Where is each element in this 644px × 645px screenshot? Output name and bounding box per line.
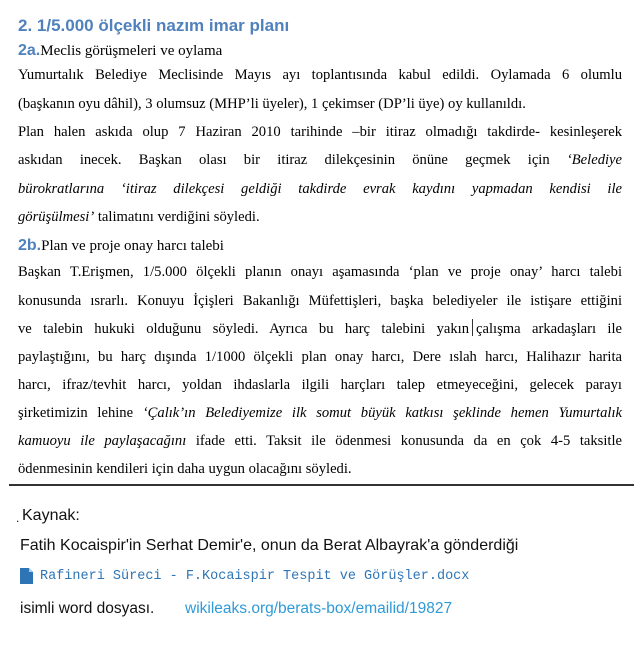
- source-bullet: .: [16, 511, 20, 525]
- source-description: Fatih Kocaispir'in Serhat Demir'e, onun da Berat Albayrak'a gönderdiği: [20, 537, 519, 554]
- paragraph-a2-text: talimatını verdiğini söyledi.: [94, 209, 260, 225]
- paragraph-a2-line: [18, 150, 622, 170]
- source-label: Kaynak:: [22, 507, 80, 524]
- paragraph-a2-quote: görüşülmesi’: [18, 209, 95, 225]
- paragraph-a2-text: askıdan inecek. Başkan olası bir itiraz dilekçesinin önüne geçmek için: [18, 152, 567, 168]
- paragraph-b-line: [18, 319, 622, 339]
- divider: [9, 484, 634, 486]
- paragraph-b-line: paylaştığını, bu harç dışında 1/1000 ölçekli plan onay harcı, Dere ıslah harcı, Halihazır harita: [18, 349, 622, 365]
- paragraph-b-line: [18, 403, 622, 423]
- attachment-filename[interactable]: Rafineri Süreci - F.Kocaispir Tespit ve Görüşler.docx: [40, 569, 470, 584]
- paragraph-a1-line: Yumurtalık Belediye Meclisinde Mayıs ayı toplantısında kabul edildi. Oylamada 6 olumlu: [18, 67, 622, 83]
- paragraph-b-text: çalışma arkadaşları ile: [476, 321, 623, 337]
- paragraph-b-line: harcı, ifraz/tevhit harcı, yoldan ihdaslarla ilgili harçları talep etmeyeceğini, gelecek parayı: [18, 377, 622, 393]
- subsection-a-number: 2a.: [18, 42, 41, 59]
- text-cursor: [472, 319, 473, 336]
- paragraph-b-line: Başkan T.Erişmen, 1/5.000 ölçekli planın onayı aşamasında ‘plan ve proje onay’ harcı talebi: [18, 264, 622, 280]
- paragraph-b-text: şirketimizin lehine: [18, 405, 143, 421]
- document-icon: [20, 568, 33, 584]
- paragraph-b-line: konusunda ısrarlı. Konuyu İçişleri Bakanlığı Müfettişleri, başka belediyeler ile istişare ettiğini: [18, 293, 622, 309]
- source-suffix: isimli word dosyası.: [20, 600, 155, 617]
- section-title: 2. 1/5.000 ölçekli nazım imar planı: [18, 16, 290, 35]
- paragraph-b-line: [18, 431, 622, 451]
- subsection-a-title: Meclis görüşmeleri ve oylama: [40, 43, 223, 59]
- subsection-b-heading: [18, 237, 224, 255]
- paragraph-b-quote: kamuoyu ile paylaşacağını: [18, 433, 187, 449]
- paragraph-b-line: ödenmesinin kendileri için daha uygun olacağını söyledi.: [18, 461, 352, 477]
- paragraph-a2-quote-line: bürokratlarına ‘itiraz dilekçesi geldiği takdirde evrak kaydını yapmadan kendisi ile: [18, 181, 622, 197]
- paragraph-a2-quote: ‘Belediye: [566, 152, 622, 168]
- paragraph-a2-line: Plan halen askıda olup 7 Haziran 2010 tarihinde –bir itiraz olmadığı takdirde- kesinleşerek: [18, 124, 622, 140]
- subsection-b-title: Plan ve proje onay harcı talebi: [41, 238, 224, 254]
- paragraph-b-text: ve talebin hukuki olduğunu söyledi. Ayrıca bu harç talebini yakın: [18, 321, 470, 337]
- paragraph-a1-line: (başkanın oyu dâhil), 3 olumsuz (MHP’li üyeler), 1 çekimser (DP’li üye) oy kullanıldı.: [18, 96, 526, 112]
- subsection-b-number: 2b.: [18, 237, 42, 254]
- paragraph-a2-line: [18, 207, 622, 227]
- source-link[interactable]: wikileaks.org/berats-box/emailid/19827: [185, 600, 453, 617]
- paragraph-b-quote: ‘Çalık’ın Belediyemize ilk somut büyük katkısı şeklinde hemen Yumurtalık: [142, 405, 622, 421]
- subsection-a-heading: [18, 42, 222, 60]
- paragraph-b-text: ifade etti. Taksit ile ödenmesi konusunda da en çok 4-5 taksitle: [186, 433, 622, 449]
